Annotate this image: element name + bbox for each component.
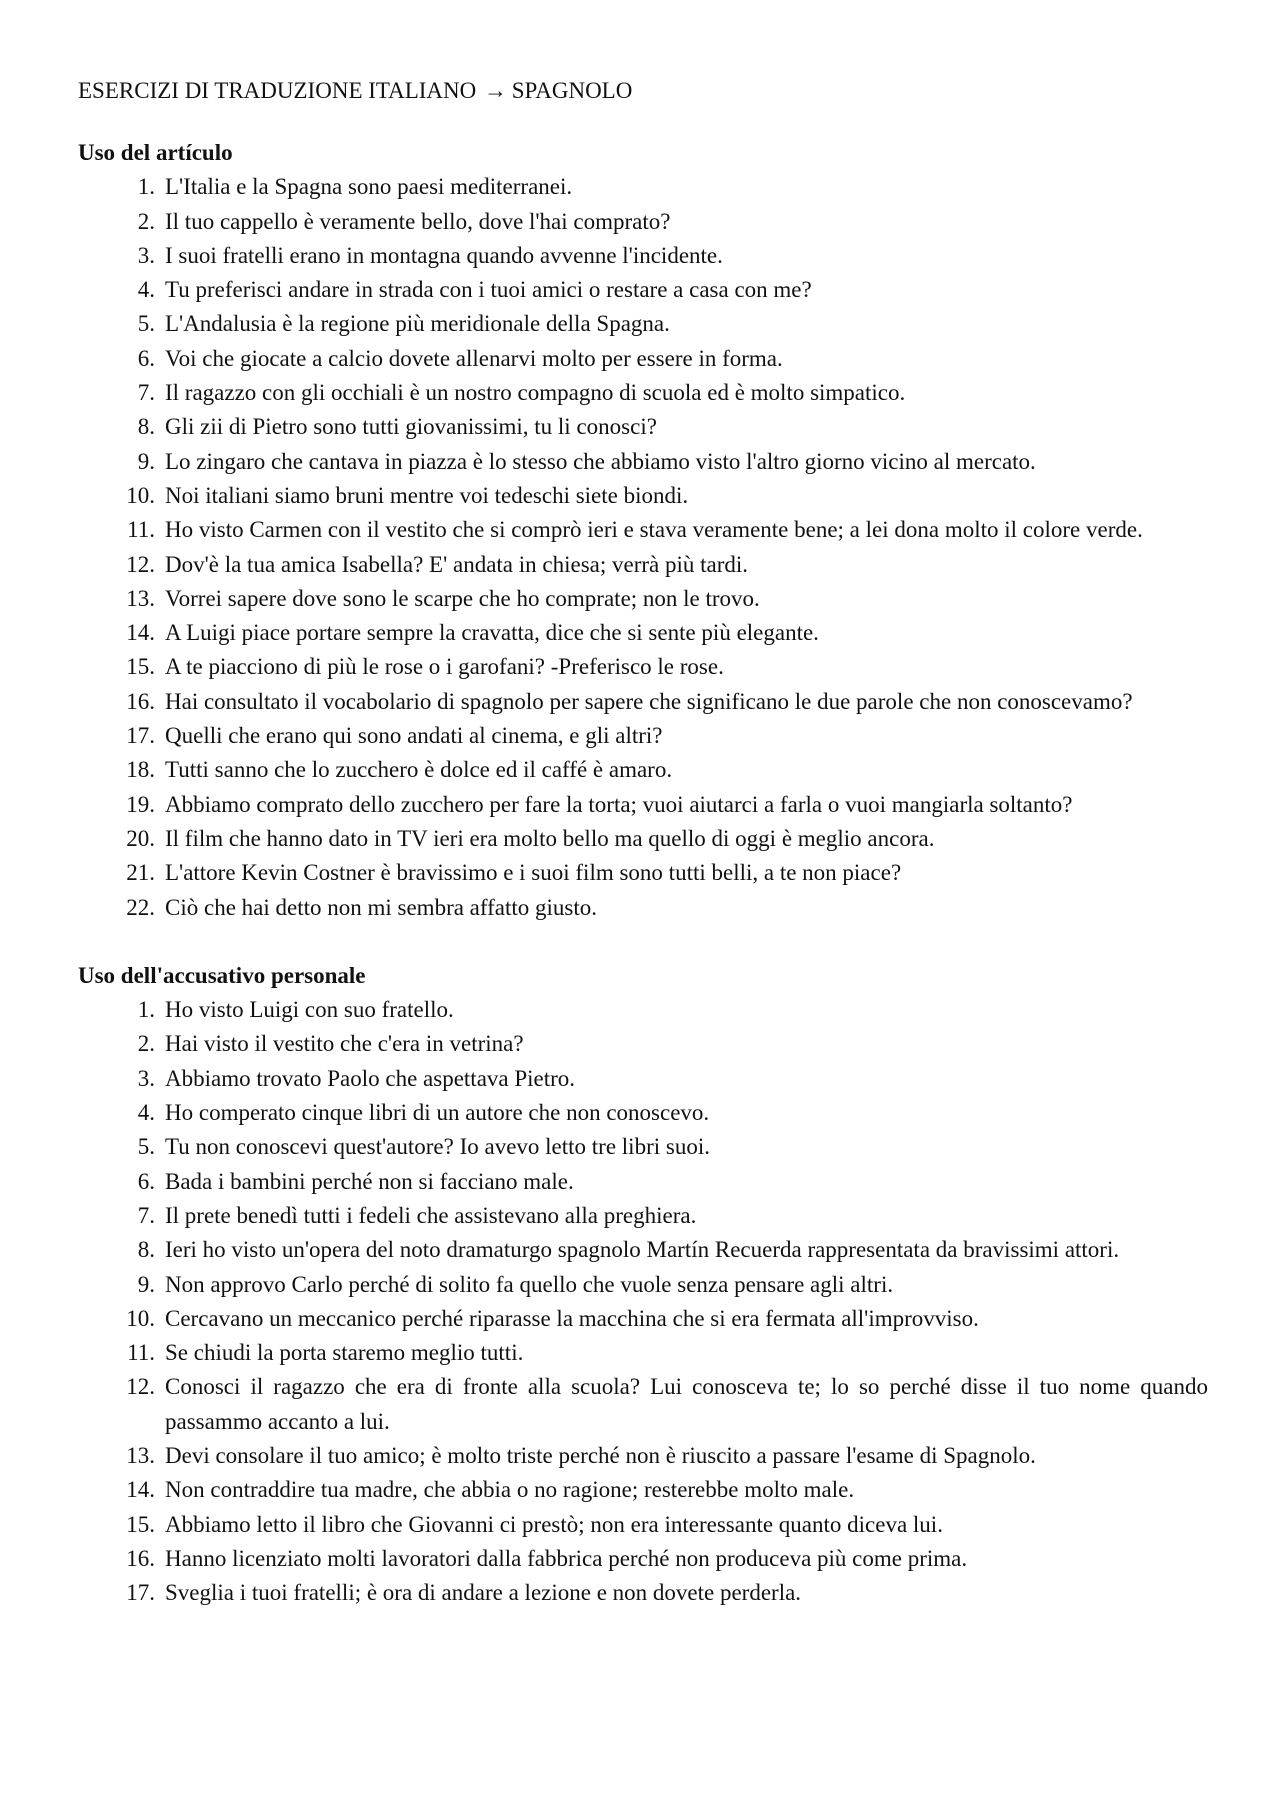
item-number: 9.: [137, 448, 155, 474]
item-text: Abbiamo trovato Paolo che aspettava Pietro.: [165, 1065, 576, 1091]
item-number: 20.: [126, 825, 155, 851]
item-text: Noi italiani siamo bruni mentre voi tedeschi siete biondi.: [165, 482, 689, 508]
list-item: [78, 548, 1208, 582]
item-text: Voi che giocate a calcio dovete allenarvi molto per essere in forma.: [165, 345, 783, 371]
item-number: 6.: [137, 1168, 155, 1194]
item-text: L'Andalusia è la regione più meridionale della Spagna.: [165, 311, 670, 337]
title-left: ESERCIZI DI TRADUZIONE ITALIANO: [78, 78, 477, 103]
list-item: [78, 1233, 1208, 1267]
list-item: [78, 445, 1208, 479]
item-text: I suoi fratelli erano in montagna quando avvenne l'incidente.: [165, 242, 723, 268]
exercise-section: [78, 136, 1208, 925]
item-number: 5.: [137, 311, 155, 337]
list-item: [78, 1576, 1208, 1610]
item-number: 10.: [126, 1305, 155, 1331]
item-text: Hai visto il vestito che c'era in vetrina?: [165, 1031, 524, 1057]
item-number: 5.: [137, 1134, 155, 1160]
list-item: [78, 205, 1208, 239]
item-number: 3.: [137, 1065, 155, 1091]
item-number: 8.: [137, 414, 155, 440]
item-text: Non approvo Carlo perché di solito fa quello che vuole senza pensare agli altri.: [165, 1271, 894, 1297]
list-item: [78, 307, 1208, 341]
item-text: Cercavano un meccanico perché riparasse la macchina che si era fermata all'improvviso.: [165, 1305, 979, 1331]
item-number: 15.: [126, 1511, 155, 1537]
item-text: Lo zingaro che cantava in piazza è lo stesso che abbiamo visto l'altro giorno vicino al mercato.: [165, 448, 1036, 474]
item-number: 14.: [126, 620, 155, 646]
item-text: Il ragazzo con gli occhiali è un nostro compagno di scuola ed è molto simpatico.: [165, 380, 906, 406]
list-item: [78, 1096, 1208, 1130]
list-item: [78, 1027, 1208, 1061]
item-number: 6.: [137, 345, 155, 371]
item-number: 11.: [127, 517, 155, 543]
item-text: Sveglia i tuoi fratelli; è ora di andare a lezione e non dovete perderla.: [165, 1580, 802, 1606]
document-title: [78, 74, 1208, 108]
item-text: Il film che hanno dato in TV ieri era molto bello ma quello di oggi è meglio ancora.: [165, 825, 935, 851]
list-item: [78, 1508, 1208, 1542]
item-text: Ho visto Carmen con il vestito che si comprò ieri e stava veramente bene; a lei dona molto il colore verde.: [165, 517, 1143, 543]
item-number: 12.: [126, 1374, 155, 1400]
item-text: Vorrei sapere dove sono le scarpe che ho comprate; non le trovo.: [165, 585, 760, 611]
list-item: [78, 1473, 1208, 1507]
item-number: 16.: [126, 1545, 155, 1571]
item-text: Dov'è la tua amica Isabella? E' andata in chiesa; verrà più tardi.: [165, 551, 749, 577]
list-item: [78, 479, 1208, 513]
arrow-right-icon: →: [484, 78, 508, 103]
item-number: 15.: [126, 654, 155, 680]
section-title: Uso del artículo: [78, 140, 233, 165]
item-number: 7.: [137, 1202, 155, 1228]
list-item: [78, 1062, 1208, 1096]
item-text: A te piacciono di più le rose o i garofani? -Preferisco le rose.: [165, 654, 724, 680]
list-item: [78, 1439, 1208, 1473]
item-number: 2.: [137, 1031, 155, 1057]
item-text: Devi consolare il tuo amico; è molto triste perché non è riuscito a passare l'esame di Spagnolo.: [165, 1442, 1036, 1468]
item-text: Il tuo cappello è veramente bello, dove l'hai comprato?: [165, 208, 671, 234]
list-item: [78, 273, 1208, 307]
item-text: L'Italia e la Spagna sono paesi mediterranei.: [165, 174, 573, 200]
item-text: Abbiamo letto il libro che Giovanni ci prestò; non era interessante quanto diceva lui.: [165, 1511, 943, 1537]
item-number: 17.: [126, 723, 155, 749]
list-item: [78, 856, 1208, 890]
item-text: Se chiudi la porta staremo meglio tutti.: [165, 1340, 524, 1366]
item-text: Hanno licenziato molti lavoratori dalla fabbrica perché non produceva più come prima.: [165, 1545, 968, 1571]
item-number: 1.: [137, 997, 155, 1023]
list-item: [78, 1199, 1208, 1233]
item-number: 9.: [137, 1271, 155, 1297]
list-item: [78, 650, 1208, 684]
item-number: 1.: [137, 174, 155, 200]
item-text: Tu non conoscevi quest'autore? Io avevo letto tre libri suoi.: [165, 1134, 710, 1160]
item-number: 21.: [126, 860, 155, 886]
section-title: Uso dell'accusativo personale: [78, 962, 366, 988]
list-item: [78, 822, 1208, 856]
item-text: Quelli che erano qui sono andati al cinema, e gli altri?: [165, 723, 663, 749]
document-page: [78, 74, 1208, 1610]
item-text: Abbiamo comprato dello zucchero per fare la torta; vuoi aiutarci a farla o vuoi mangiarla soltanto?: [165, 791, 1073, 817]
section-spacer: [78, 925, 1208, 959]
item-number: 22.: [126, 894, 155, 920]
item-number: 13.: [126, 1442, 155, 1468]
item-text: Non contraddire tua madre, che abbia o no ragione; resterebbe molto male.: [165, 1477, 855, 1503]
item-text: Ho comperato cinque libri di un autore che non conoscevo.: [165, 1100, 710, 1126]
item-number: 12.: [126, 551, 155, 577]
list-item: [78, 1370, 1208, 1439]
list-item: [78, 685, 1208, 719]
item-text: Ciò che hai detto non mi sembra affatto giusto.: [165, 894, 598, 920]
item-text: Ho visto Luigi con suo fratello.: [165, 997, 454, 1023]
list-item: [78, 1130, 1208, 1164]
item-number: 4.: [137, 1100, 155, 1126]
list-item: [78, 753, 1208, 787]
item-number: 4.: [137, 277, 155, 303]
item-text: Bada i bambini perché non si facciano male.: [165, 1168, 574, 1194]
list-item: [78, 1542, 1208, 1576]
list-item: [78, 719, 1208, 753]
list-item: [78, 1336, 1208, 1370]
list-item: [78, 410, 1208, 444]
item-text: Gli zii di Pietro sono tutti giovanissimi, tu li conosci?: [165, 414, 657, 440]
exercise-list: [78, 993, 1208, 1610]
item-number: 13.: [126, 585, 155, 611]
list-item: [78, 342, 1208, 376]
sections-container: [78, 136, 1208, 1610]
item-number: 3.: [137, 242, 155, 268]
list-item: [78, 788, 1208, 822]
item-text: Tu preferisci andare in strada con i tuoi amici o restare a casa con me?: [165, 277, 812, 303]
item-text: L'attore Kevin Costner è bravissimo e i suoi film sono tutti belli, a te non piace?: [165, 860, 902, 886]
list-item: [78, 616, 1208, 650]
item-number: 14.: [126, 1477, 155, 1503]
item-text: Il prete benedì tutti i fedeli che assistevano alla preghiera.: [165, 1202, 697, 1228]
item-number: 2.: [137, 208, 155, 234]
list-item: [78, 582, 1208, 616]
exercise-list: [78, 170, 1208, 925]
title-right: SPAGNOLO: [511, 78, 633, 103]
item-number: 8.: [137, 1237, 155, 1263]
list-item: [78, 993, 1208, 1027]
list-item: [78, 1268, 1208, 1302]
item-number: 7.: [137, 380, 155, 406]
item-text: Tutti sanno che lo zucchero è dolce ed il caffé è amaro.: [165, 757, 673, 783]
item-text: Conosci il ragazzo che era di fronte alla scuola? Lui conosceva te; lo so perché disse il tuo nome quando passammo accanto a lui.: [165, 1374, 1208, 1434]
item-text: A Luigi piace portare sempre la cravatta, dice che si sente più elegante.: [165, 620, 819, 646]
list-item: [78, 891, 1208, 925]
list-item: [78, 239, 1208, 273]
item-number: 16.: [126, 688, 155, 714]
item-number: 17.: [126, 1580, 155, 1606]
item-number: 10.: [126, 482, 155, 508]
list-item: [78, 376, 1208, 410]
item-text: Hai consultato il vocabolario di spagnolo per sapere che significano le due parole che non conoscevamo?: [165, 688, 1133, 714]
item-text: Ieri ho visto un'opera del noto dramaturgo spagnolo Martín Recuerda rappresentata da bravissimi attori.: [165, 1237, 1120, 1263]
item-number: 18.: [126, 757, 155, 783]
item-number: 19.: [126, 791, 155, 817]
list-item: [78, 170, 1208, 204]
list-item: [78, 1165, 1208, 1199]
item-number: 11.: [127, 1340, 155, 1366]
list-item: [78, 513, 1208, 547]
exercise-section: [78, 959, 1208, 1611]
list-item: [78, 1302, 1208, 1336]
